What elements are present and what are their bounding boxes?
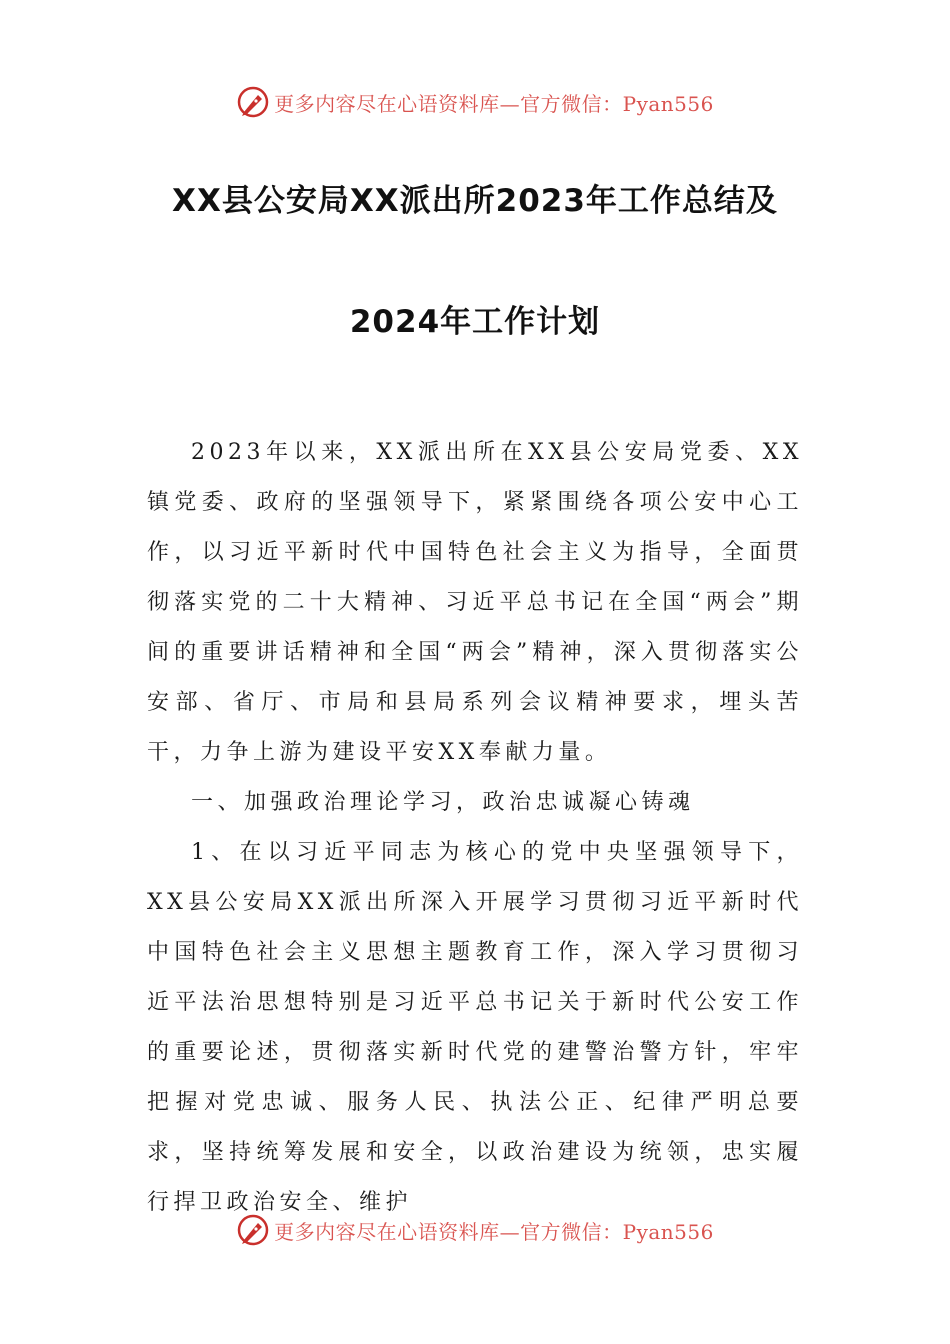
intro-paragraph: 2023年以来，XX派出所在XX县公安局党委、XX镇党委、政府的坚强领导下，紧紧围绕各项公安中心工作，以习近平新时代中国特色社会主义为指导，全面贯彻落实党的二十大精神、习近平总书记在全国“两会”期间的重要讲话精神和全国“两会”精神，深入贯彻落实公安部、省厅、市局和县局系列会议精神要求，埋头苦干，力争上游为建设平安XX奉献力量。 (147, 440, 803, 765)
header-banner-text: 更多内容尽在心语资料库—官方微信：Pyan556 (274, 91, 714, 116)
header-banner (0, 82, 950, 122)
document-title-line-1: XX县公安局XX派出所2023年工作总结及 (172, 183, 778, 219)
pen-nib-logo-icon (236, 85, 270, 119)
document-body (147, 428, 803, 1228)
section-heading-1: 一、加强政治理论学习，政治忠诚凝心铸魂 (191, 790, 695, 815)
pen-nib-logo-icon (236, 1213, 270, 1247)
footer-banner-text: 更多内容尽在心语资料库—官方微信：Pyan556 (274, 1219, 714, 1244)
footer-banner (0, 1210, 950, 1250)
section-1-paragraph-1: 1、在以习近平同志为核心的党中央坚强领导下，XX县公安局XX派出所深入开展学习贯彻习近平新时代中国特色社会主义思想主题教育工作，深入学习贯彻习近平法治思想特别是习近平总书记关于新时代公安工作的重要论述，贯彻落实新时代党的建警治警方针，牢牢把握对党忠诚、服务人民、执法公正、纪律严明总要求，坚持统筹发展和安全，以政治建设为统领，忠实履行捍卫政治安全、维护 (147, 840, 803, 1215)
document-title-line-2: 2024年工作计划 (349, 304, 601, 340)
